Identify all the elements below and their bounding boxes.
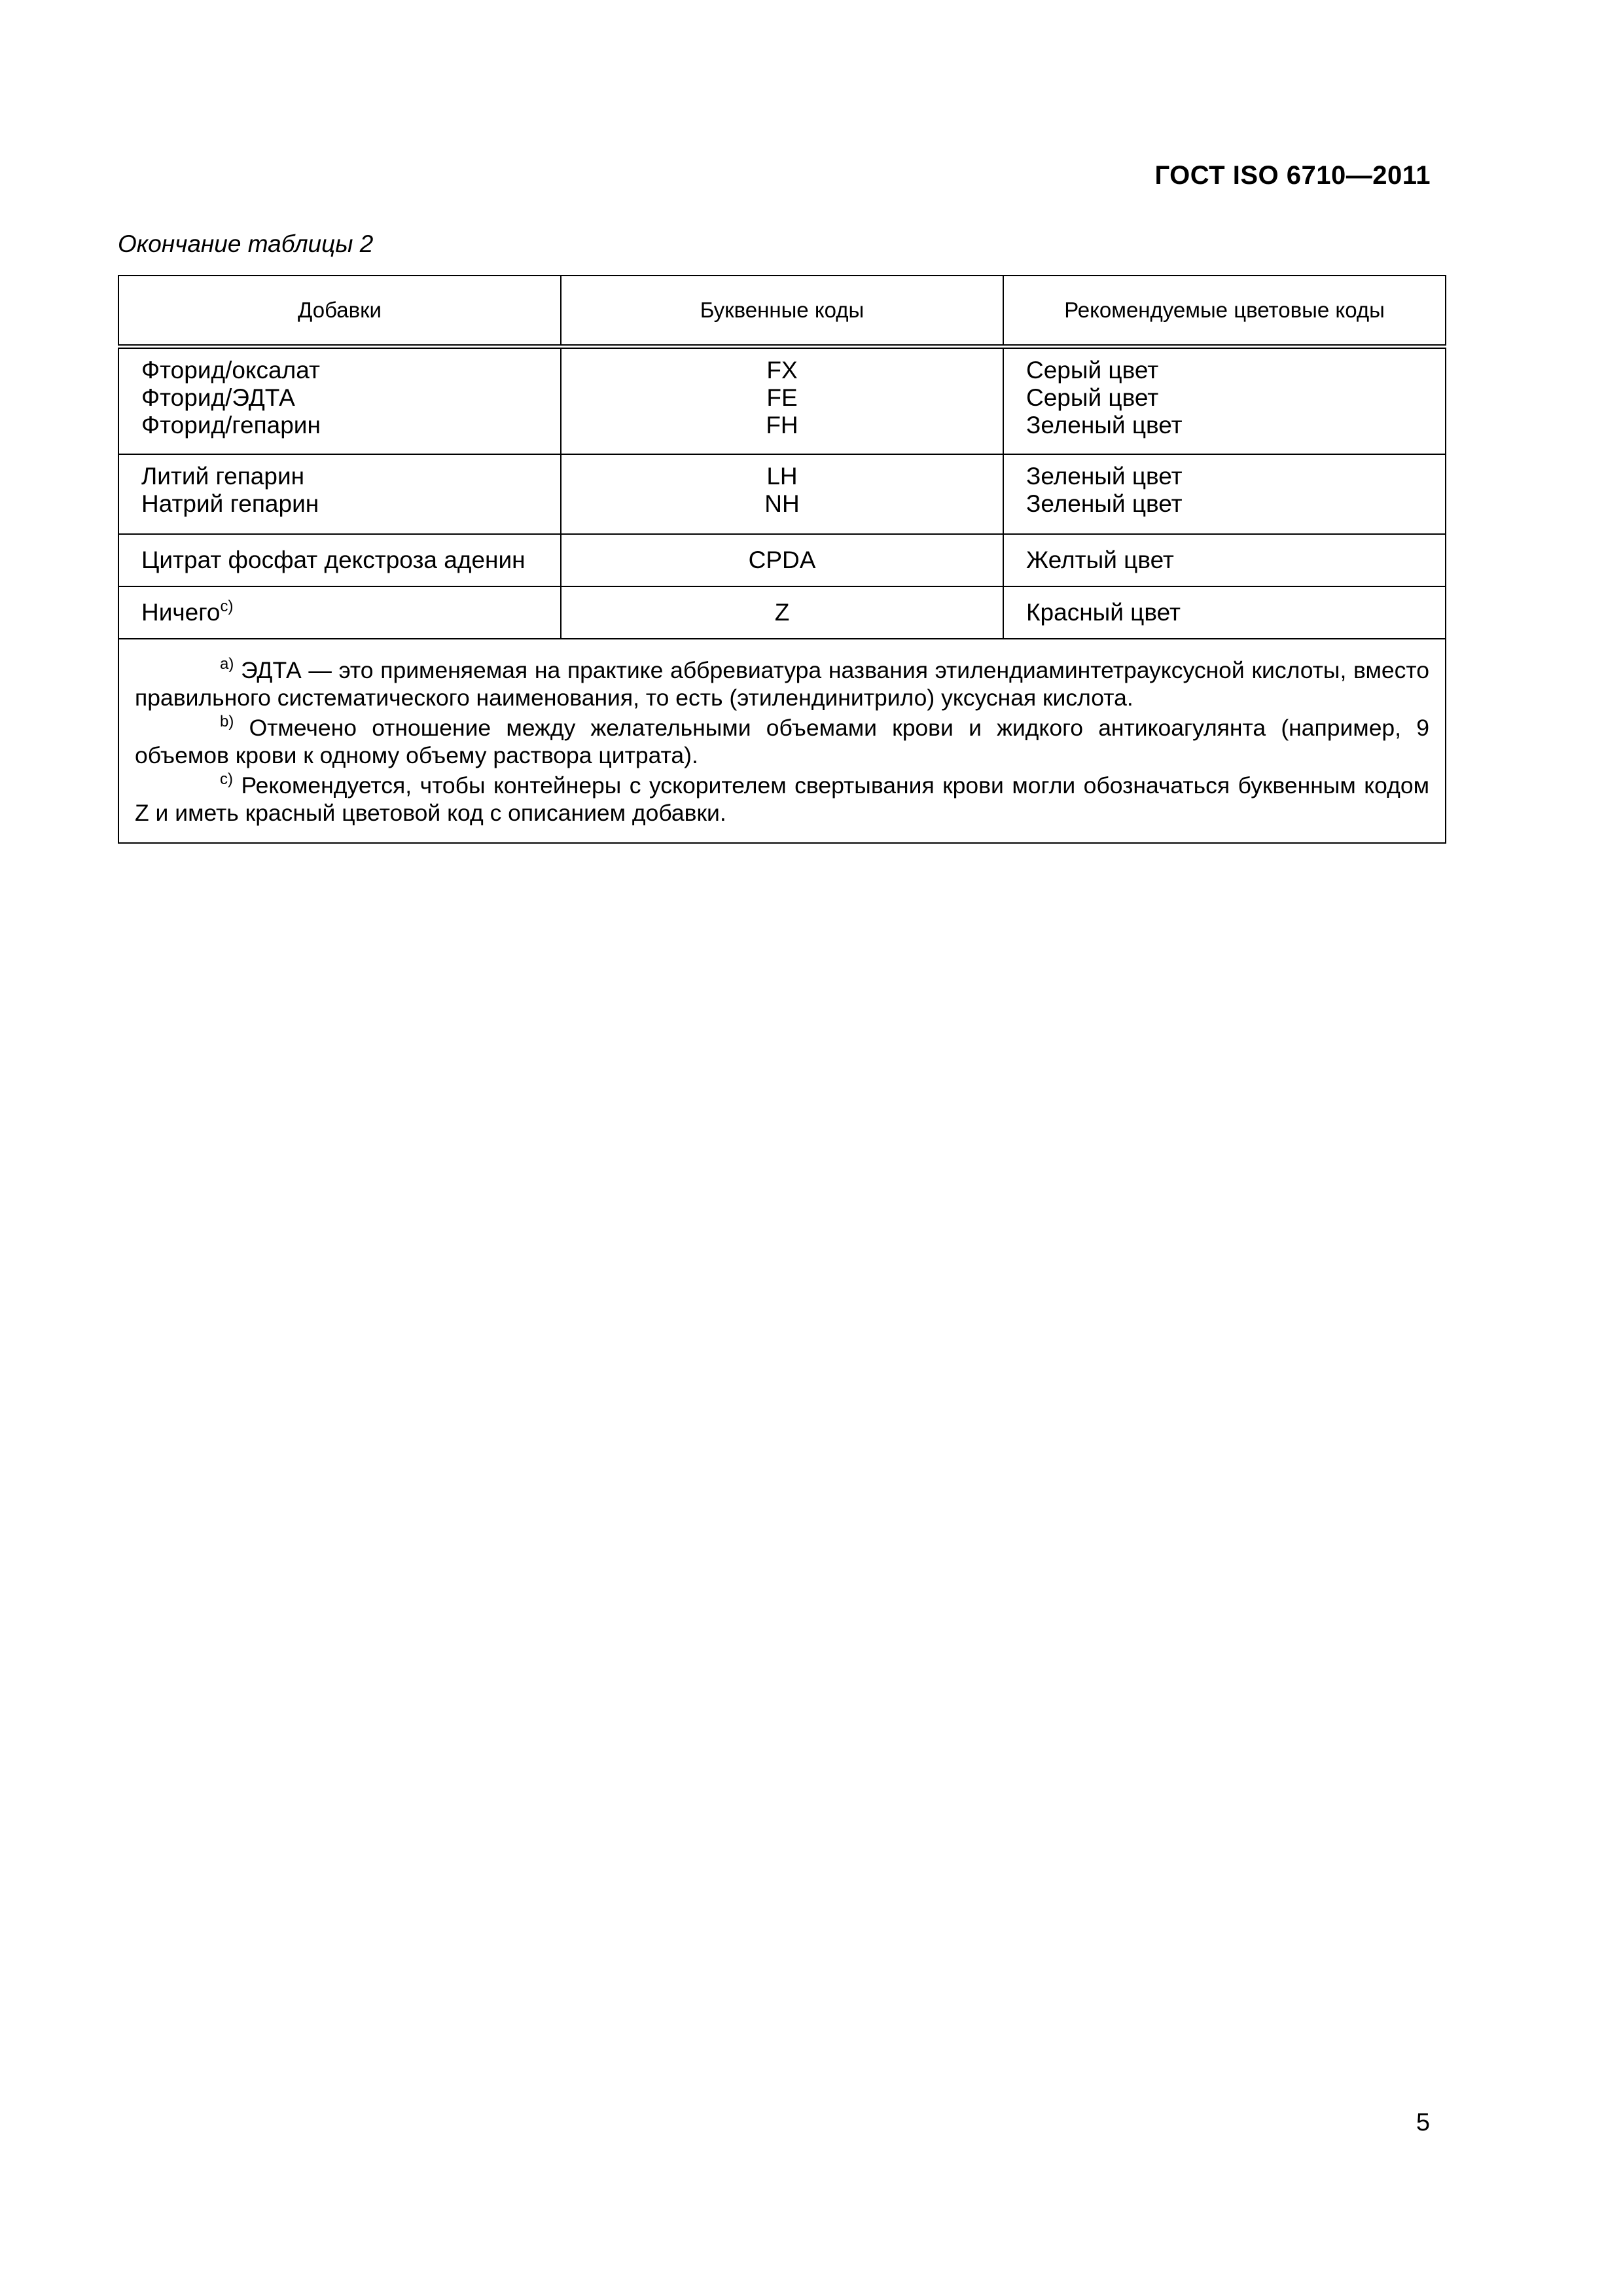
letter-code: Z	[774, 599, 790, 626]
letter-code: FX	[766, 357, 798, 384]
letter-code: LH	[766, 463, 798, 490]
page-number: 5	[1416, 2109, 1430, 2136]
color-code: Серый цвет	[1026, 384, 1159, 411]
letter-code: CPDA	[748, 547, 816, 573]
color-code: Серый цвет	[1026, 357, 1159, 384]
table-row	[118, 586, 1446, 639]
additive-name: Фторид/ЭДТА	[141, 384, 295, 411]
color-code-cell	[1003, 454, 1446, 534]
table-notes-row	[118, 639, 1446, 843]
letter-code-cell	[561, 586, 1003, 639]
table-row	[118, 347, 1446, 455]
letter-code: NH	[764, 490, 800, 517]
additive-name: Фторид/гепарин	[141, 412, 321, 439]
additive-cell	[118, 534, 561, 586]
letter-code-cell	[561, 534, 1003, 586]
letter-code: FH	[766, 412, 798, 439]
letter-code: FE	[766, 384, 798, 411]
additive-cell	[118, 454, 561, 534]
footnote-marker: c)	[220, 770, 233, 788]
table-caption: Окончание таблицы 2	[118, 230, 374, 257]
table-row	[118, 534, 1446, 586]
column-header-additives: Добавки	[118, 276, 561, 347]
footnote-b: $^{b)}$ Отмечено отношение между желательными объемами крови и жидкого антикоагулянта (например, 9 объемов крови к одному объему раствора цитрата).	[135, 713, 1429, 768]
additive-name: Цитрат фосфат декстроза аденин	[141, 547, 526, 573]
table-notes	[118, 639, 1446, 843]
additive-name: Литий гепарин	[141, 463, 305, 490]
color-code-cell	[1003, 534, 1446, 586]
color-code: Зеленый цвет	[1026, 463, 1183, 490]
additives-table	[118, 275, 1446, 844]
letter-code-cell	[561, 347, 1003, 455]
footnote-marker: b)	[220, 713, 234, 730]
color-code: Желтый цвет	[1026, 547, 1174, 573]
additive-name: Натрий гепарин	[141, 490, 319, 517]
table-row	[118, 454, 1446, 534]
additive-name: Ничего$^{c)}$	[141, 598, 234, 626]
color-code-cell	[1003, 347, 1446, 455]
column-header-letter-codes: Буквенные коды	[561, 276, 1003, 347]
additive-name: Фторид/оксалат	[141, 357, 320, 384]
footnote-a: $^{a)}$ ЭДТА — это применяемая на практике аббревиатура названия этилендиаминтетрауксусной кислоты, вместо правильного систематического наименования, то есть (этилендинитрило) уксусная кислота.	[135, 655, 1429, 711]
footnote-marker: c)	[220, 598, 234, 615]
color-code: Красный цвет	[1026, 599, 1181, 626]
letter-code-cell	[561, 454, 1003, 534]
table-header-row	[118, 276, 1446, 347]
color-code: Зеленый цвет	[1026, 412, 1183, 439]
color-code: Зеленый цвет	[1026, 490, 1183, 517]
footnote-marker: a)	[220, 655, 234, 673]
standard-designation: ГОСТ ISO 6710—2011	[1154, 161, 1431, 190]
color-code-cell	[1003, 586, 1446, 639]
additive-cell	[118, 586, 561, 639]
column-header-color-codes: Рекомендуемые цветовые коды	[1003, 276, 1446, 347]
footnote-c: $^{c)}$ Рекомендуется, чтобы контейнеры с ускорителем свертывания крови могли обозначаться буквенным кодом Z и иметь красный цветовой код с описанием добавки.	[135, 770, 1429, 826]
additive-cell	[118, 347, 561, 455]
